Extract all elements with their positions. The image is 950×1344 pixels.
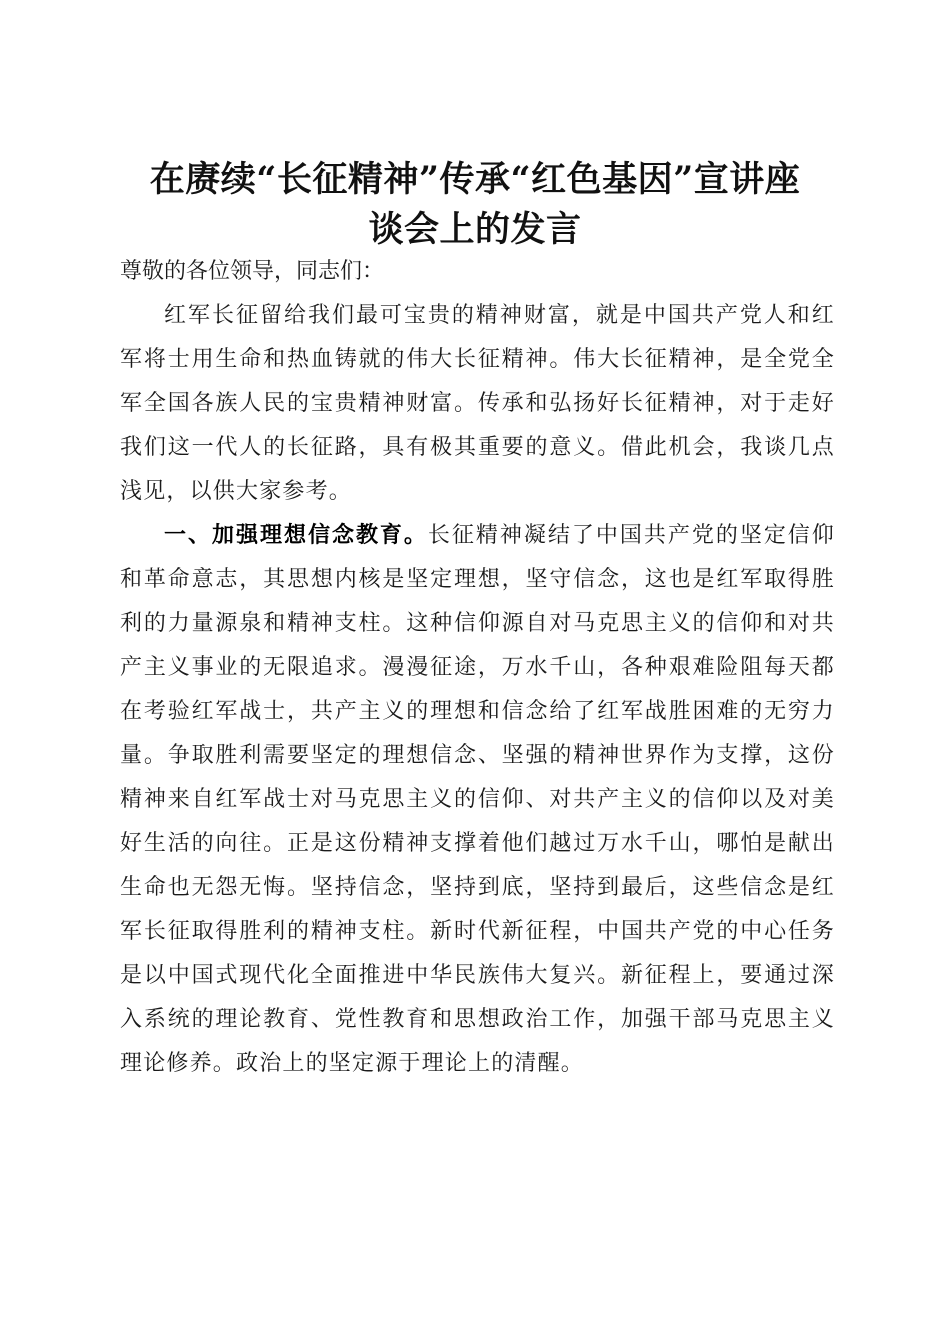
document-body (120, 250, 835, 1086)
document-title (110, 155, 840, 255)
section-1-text: 长征精神凝结了中国共产党的坚定信仰和革命意志，其思想内核是坚定理想，坚守信念，这也是红军取得胜利的力量源泉和精神支柱。这种信仰源自对马克思主义的信仰和对共产主义事业的无限追求。漫漫征途，万水千山，各种艰难险阻每天都在考验红军战士，共产主义的理想和信念给了红军战胜困难的无穷力量。争取胜利需要坚定的理想信念、坚强的精神世界作为支撑，这份精神来自红军战士对马克思主义的信仰、对共产主义的信仰以及对美好生活的向往。正是这份精神支撑着他们越过万水千山，哪怕是献出生命也无怨无悔。坚持信念，坚持到底，坚持到最后，这些信念是红军长征取得胜利的精神支柱。新时代新征程，中国共产党的中心任务是以中国式现代化全面推进中华民族伟大复兴。新征程上，要通过深入系统的理论教育、党性教育和思想政治工作，加强干部马克思主义理论修养。政治上的坚定源于理论上的清醒。 (120, 523, 835, 1076)
title-line-2: 谈会上的发言 (368, 209, 582, 251)
title-line-1: 在赓续“长征精神”传承“红色基因”宣讲座 (149, 159, 801, 201)
section-1-paragraph (120, 514, 835, 1086)
intro-paragraph: 红军长征留给我们最可宝贵的精神财富，就是中国共产党人和红军将士用生命和热血铸就的伟大长征精神。伟大长征精神，是全党全军全国各族人民的宝贵精神财富。传承和弘扬好长征精神，对于走好我们这一代人的长征路，具有极其重要的意义。借此机会，我谈几点浅见，以供大家参考。 (120, 303, 835, 504)
greeting: 尊敬的各位领导，同志们： (120, 259, 385, 284)
section-1-heading: 一、加强理想信念教育。 (164, 523, 428, 548)
